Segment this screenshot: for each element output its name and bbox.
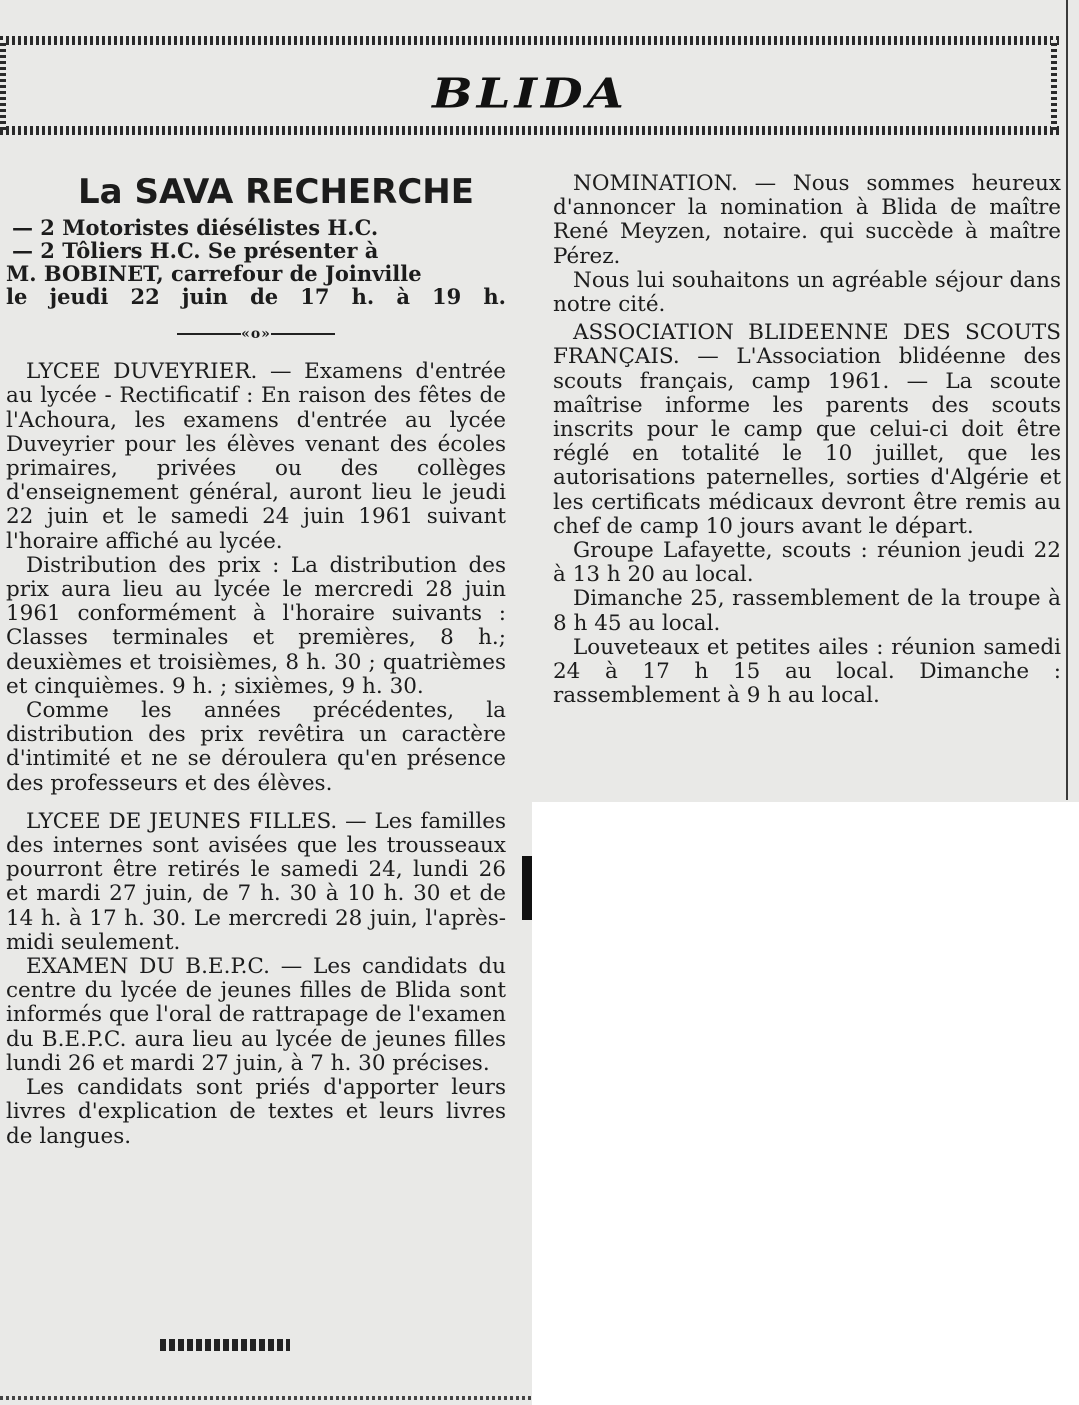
clipping-edge-mark bbox=[522, 856, 532, 920]
ad-line: — 2 Motoristes diésélistes H.C. bbox=[12, 215, 379, 240]
column-divider bbox=[1066, 0, 1068, 800]
article-paragraph: LYCEE DE JEUNES FILLES. — Les familles des internes sont avisées que les trousseaux pourront être retirés le samedi 24, lundi 26 et mardi 27 juin, de 7 h. 30 à 10 h. 30 et de 14 h. à 17 h. 30. Le mercredi 28 juin, l'après-midi seulement. bbox=[6, 808, 506, 955]
section-title: BLIDA bbox=[432, 70, 628, 118]
bottom-border bbox=[0, 1396, 532, 1400]
header-top-border bbox=[0, 36, 1060, 45]
article-paragraph: Groupe Lafayette, scouts : réunion jeudi 22 à 13 h 20 au local. bbox=[553, 538, 1061, 588]
ad-line: M. BOBINET, carrefour de Joinville bbox=[6, 261, 422, 286]
ad-line: — 2 Tôliers H.C. Se présenter à bbox=[12, 238, 379, 263]
article-paragraph: Les candidats sont priés d'apporter leurs livres d'explication de textes et leurs livres de langues. bbox=[6, 1075, 506, 1149]
header-right-border bbox=[1051, 40, 1057, 130]
right-column bbox=[553, 172, 1061, 708]
separator-ornament bbox=[6, 322, 506, 346]
article-paragraph: Comme les années précédentes, la distribution des prix revêtira un caractère d'intimité et ne se déroulera qu'en présence des professeurs et des élèves. bbox=[6, 698, 506, 796]
article-paragraph: Dimanche 25, rassemblement de la troupe à 8 h 45 au local. bbox=[553, 586, 1061, 636]
left-column bbox=[6, 172, 506, 1153]
header-left-border bbox=[0, 40, 6, 130]
end-ornament bbox=[160, 1339, 290, 1351]
header-bottom-border bbox=[0, 126, 1060, 135]
article-paragraph: Louveteaux et petites ailes : réunion samedi 24 à 17 h 15 au local. Dimanche : rassemblement à 9 h au local. bbox=[553, 634, 1061, 709]
ad-line: le jeudi 22 juin de 17 h. à 19 h. bbox=[6, 284, 506, 309]
article-paragraph: ASSOCIATION BLIDEENNE DES SCOUTS FRANÇAIS. — L'Association blidéenne des scouts français, camp 1961. — La scoute maîtrise informe les parents des scouts inscrits pour le camp que celui-ci doit être réglé en totalité le 10 juillet, que les autorisations paternelles, sorties d'Algérie et les certificats médicaux devront être remis au chef de camp 10 jours avant le départ. bbox=[553, 320, 1061, 539]
article-paragraph: Nous lui souhaitons un agréable séjour dans notre cité. bbox=[553, 267, 1061, 318]
article-paragraph: NOMINATION. — Nous sommes heureux d'annoncer la nomination à Blida de maître René Meyzen, notaire. qui succède à maître Pérez. bbox=[553, 171, 1061, 269]
article-paragraph: LYCEE DUVEYRIER. — Examens d'entrée au lycée - Rectificatif : En raison des fêtes de l'Achoura, les examens d'entrée au lycée Duveyrier pour les élèves venant des écoles primaires, privées ou des collèges d'enseignement général, auront lieu le jeudi 22 juin et le samedi 24 juin 1961 suivant l'horaire affiché au lycée. bbox=[6, 359, 506, 554]
separator-text: «o» bbox=[241, 326, 271, 342]
article-paragraph: Distribution des prix : La distribution des prix aura lieu au lycée le mercredi 28 juin 1961 conformément à l'horaire suivants : Classes terminales et premières, 8 h.; deuxièmes et troisièmes, 8 h. 30 ; quatrièmes et cinquièmes. 9 h. ; sixièmes, 9 h. 30. bbox=[6, 552, 506, 699]
ad-heading: La SAVA RECHERCHE bbox=[78, 172, 474, 212]
article-paragraph: EXAMEN DU B.E.P.C. — Les candidats du centre du lycée de jeunes filles de Blida sont informés que l'oral de rattrapage de l'examen du B.E.P.C. aura lieu au lycée de jeunes filles lundi 26 et mardi 27 juin, à 7 h. 30 précises. bbox=[6, 954, 507, 1076]
